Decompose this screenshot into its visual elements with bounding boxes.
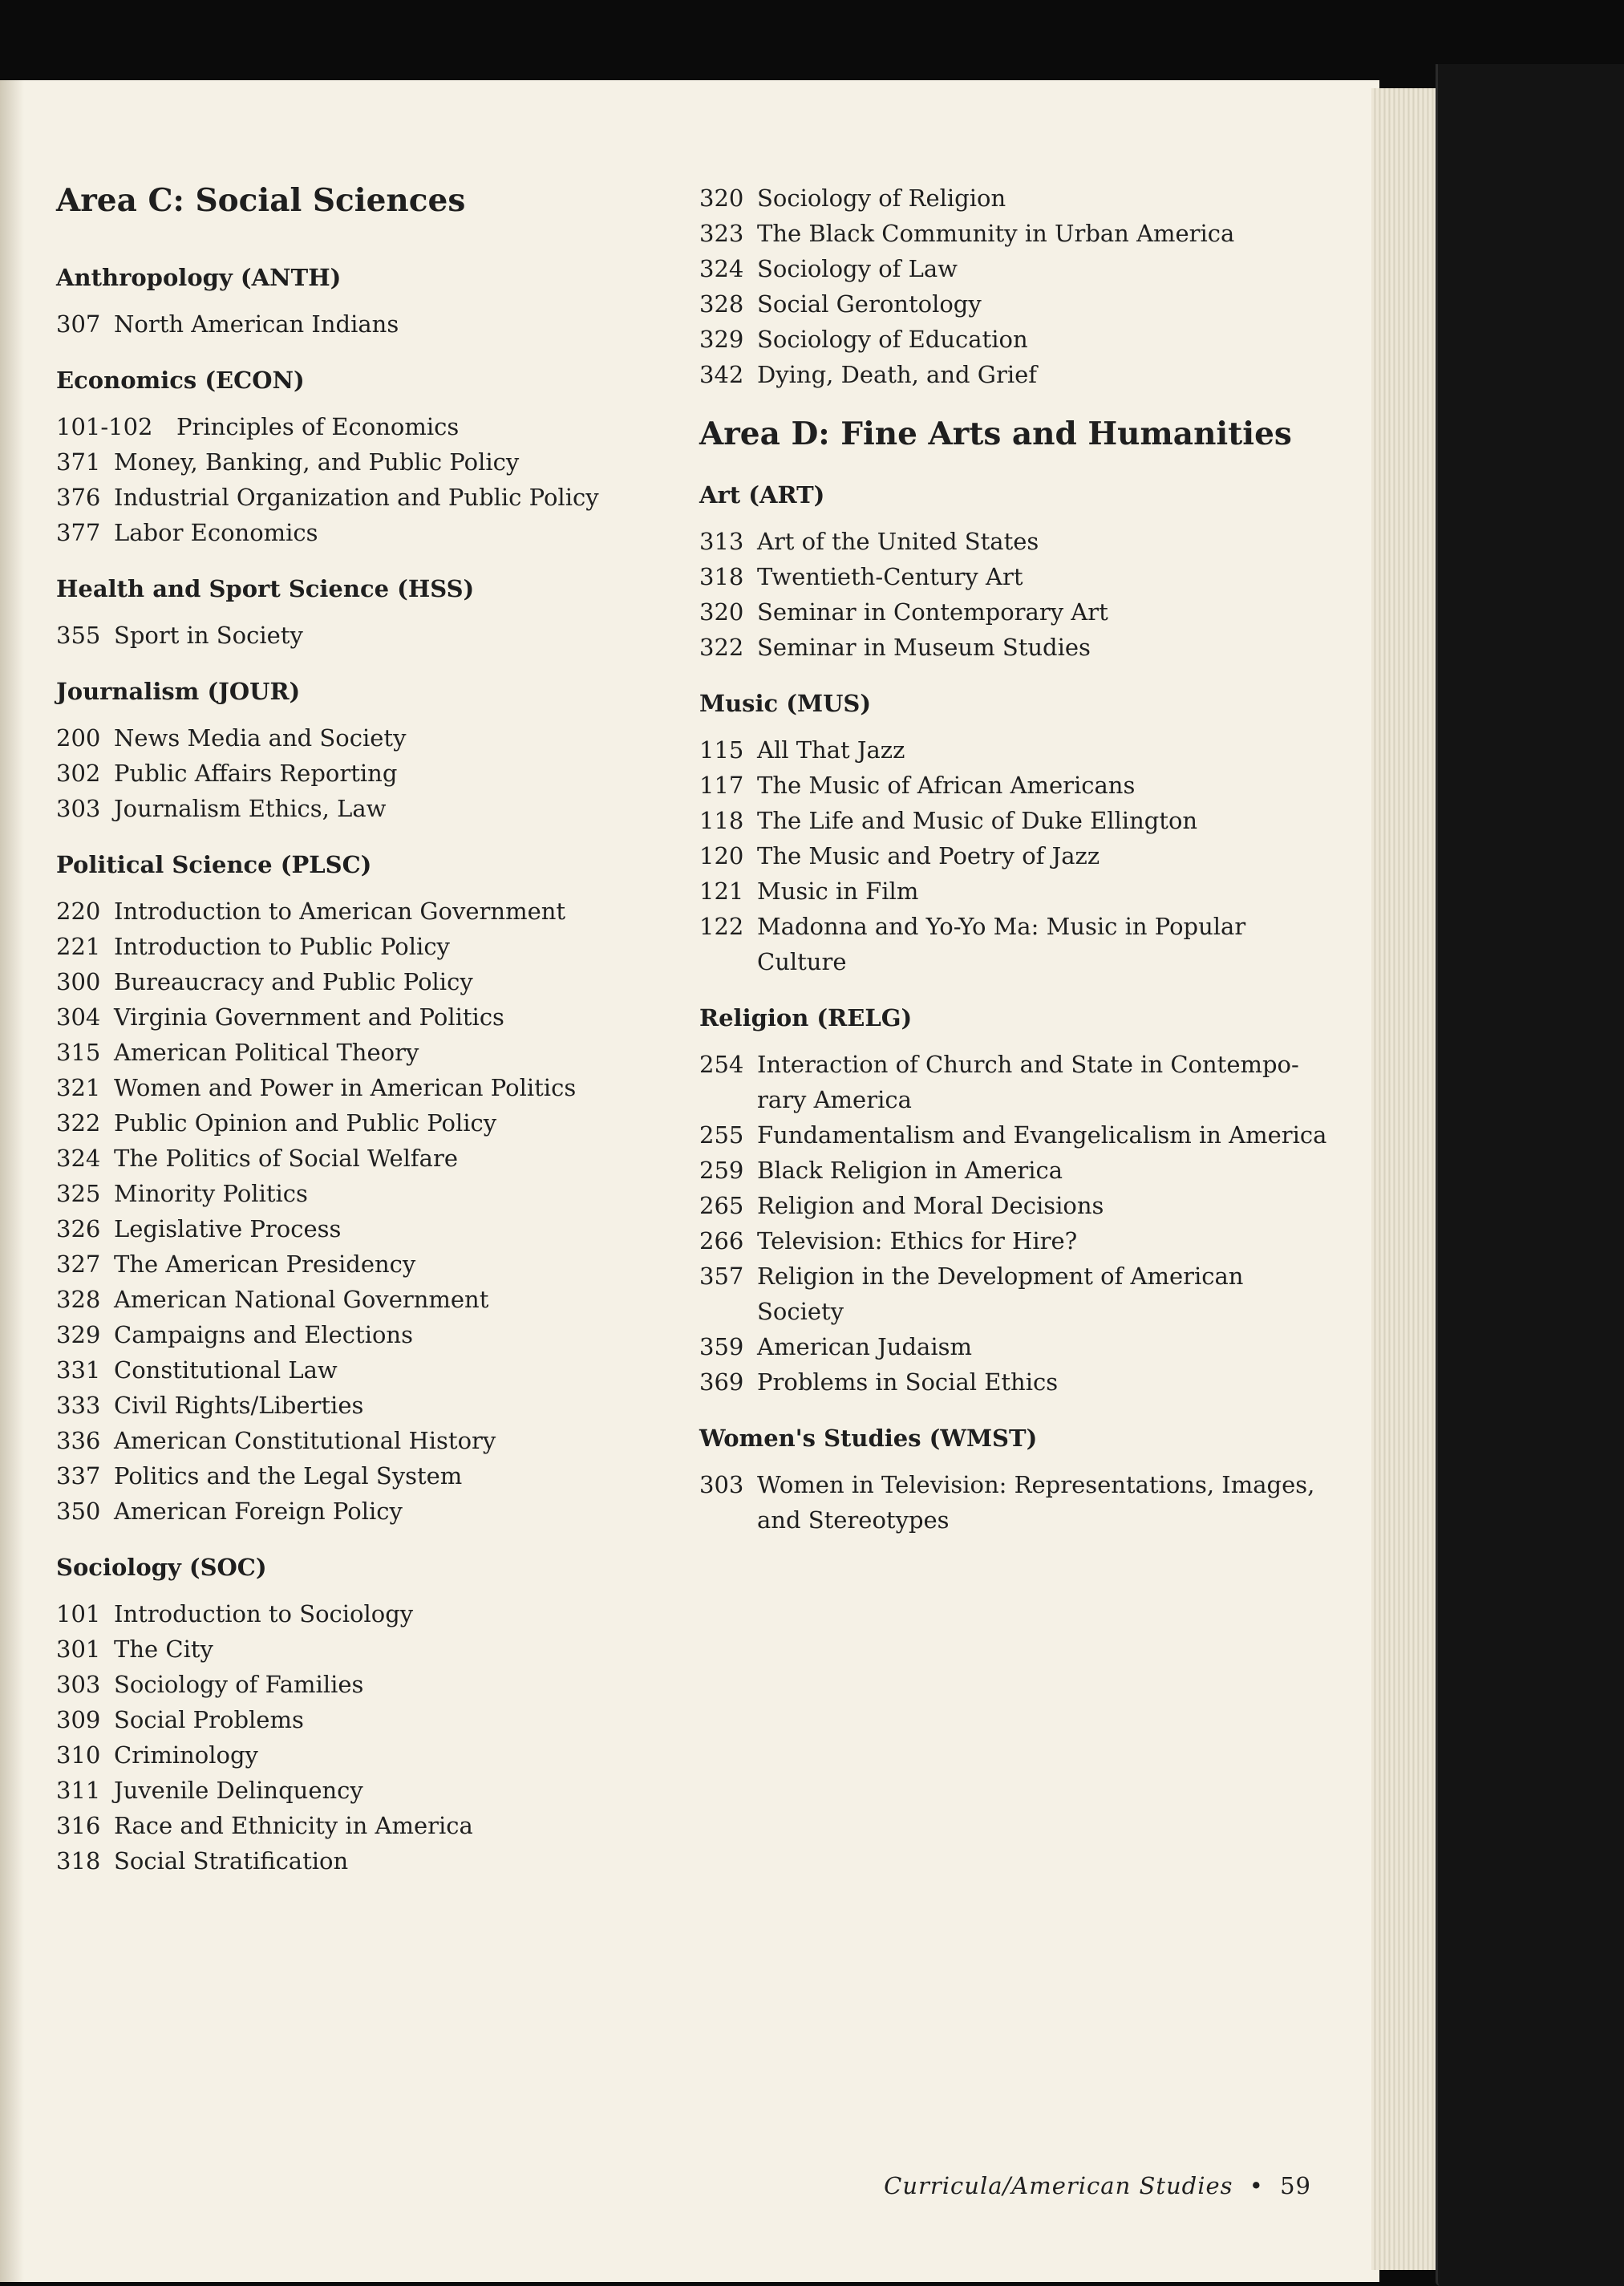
- course-item: [699, 594, 1333, 630]
- course-number: 324: [56, 1145, 101, 1172]
- course-item: [699, 1047, 1333, 1117]
- course-number: 118: [699, 807, 744, 834]
- course-title: American Political Theory: [114, 1039, 419, 1066]
- course-item: [56, 1737, 682, 1773]
- course-item: [56, 1667, 682, 1702]
- department-section: [699, 689, 1333, 979]
- right-column: [699, 180, 1333, 1562]
- course-number: 315: [56, 1039, 101, 1066]
- course-title: American Constitutional History: [114, 1427, 496, 1454]
- sociology-continued: [699, 180, 1333, 392]
- course-item: [56, 964, 682, 999]
- course-item: [56, 1070, 682, 1105]
- course-title: Television: Ethics for Hire?: [757, 1227, 1078, 1254]
- course-title: Journalism Ethics, Law: [114, 795, 387, 822]
- course-number: 336: [56, 1427, 101, 1454]
- course-number: 342: [699, 361, 744, 388]
- course-item: [699, 1364, 1333, 1400]
- course-title: Women and Power in American Politics: [114, 1074, 577, 1101]
- course-title: Introduction to American Government: [114, 898, 566, 925]
- course-title: Constitutional Law: [114, 1356, 338, 1384]
- course-item: [56, 1141, 682, 1176]
- course-item: [56, 894, 682, 929]
- department-section: [56, 574, 682, 653]
- course-title: All That Jazz: [757, 736, 905, 764]
- course-number: 318: [56, 1847, 101, 1875]
- course-item: [699, 873, 1333, 909]
- course-number: 303: [56, 795, 101, 822]
- course-number: 254: [699, 1051, 744, 1078]
- course-number: 311: [56, 1777, 101, 1804]
- course-number: 329: [56, 1321, 101, 1348]
- department-section: [699, 480, 1333, 665]
- course-item: [699, 1117, 1333, 1153]
- course-title: The Black Community in Urban America: [757, 220, 1235, 247]
- course-item: [56, 1423, 682, 1458]
- department-section: [699, 1003, 1333, 1400]
- course-item: [699, 559, 1333, 594]
- department-title: Political Science (PLSC): [56, 851, 372, 878]
- course-title: Problems in Social Ethics: [757, 1368, 1059, 1396]
- course-title: Campaigns and Elections: [114, 1321, 413, 1348]
- course-item: [56, 999, 682, 1035]
- course-number: 326: [56, 1215, 101, 1242]
- department-title: Women's Studies (WMST): [699, 1425, 1038, 1452]
- course-title: Money, Banking, and Public Policy: [114, 448, 520, 476]
- course-title: Sociology of Education: [757, 326, 1028, 353]
- course-number: 333: [56, 1392, 101, 1419]
- course-number: 328: [56, 1286, 101, 1313]
- course-item: [56, 1773, 682, 1808]
- course-title: The American Presidency: [114, 1250, 416, 1278]
- course-title: The Music of African Americans: [757, 772, 1136, 799]
- right-departments: [699, 480, 1333, 1538]
- course-number: 120: [699, 842, 744, 869]
- course-title: Sociology of Families: [114, 1671, 364, 1698]
- course-number: 376: [56, 484, 101, 511]
- course-number: 325: [56, 1180, 101, 1207]
- course-title: Seminar in Contemporary Art: [757, 598, 1108, 626]
- course-title: Sociology of Law: [757, 255, 958, 282]
- course-title: Sociology of Religion: [757, 184, 1006, 212]
- course-number: 331: [56, 1356, 101, 1384]
- course-number: 303: [699, 1471, 744, 1498]
- course-title: Social Stratification: [114, 1847, 349, 1875]
- course-number: 357: [699, 1263, 744, 1290]
- department-title: Sociology (SOC): [56, 1554, 267, 1581]
- course-item: [56, 720, 682, 756]
- course-item: [56, 1176, 682, 1211]
- course-number: 117: [699, 772, 744, 799]
- course-title: Religion in the Development of American Society: [757, 1263, 1244, 1325]
- department-title: Economics (ECON): [56, 367, 305, 394]
- course-title: Juvenile Delinquency: [114, 1777, 363, 1804]
- course-number: 320: [699, 184, 744, 212]
- course-title: Industrial Organization and Public Policy: [114, 484, 599, 511]
- left-departments: [56, 263, 682, 1879]
- department-title: Journalism (JOUR): [56, 678, 301, 705]
- course-number: 377: [56, 519, 101, 546]
- gutter-shadow: [0, 80, 24, 2282]
- course-item: [56, 1246, 682, 1282]
- course-title: Bureaucracy and Public Policy: [114, 968, 473, 995]
- course-number: 329: [699, 326, 744, 353]
- course-number: 328: [699, 290, 744, 318]
- course-item: [56, 515, 682, 550]
- department-title: Music (MUS): [699, 690, 872, 717]
- course-number: 321: [56, 1074, 101, 1101]
- course-number: 304: [56, 1003, 101, 1031]
- course-title: North American Indians: [114, 310, 399, 338]
- course-title: Legislative Process: [114, 1215, 342, 1242]
- course-item: [699, 1329, 1333, 1364]
- course-number: 369: [699, 1368, 744, 1396]
- department-title: Health and Sport Science (HSS): [56, 575, 475, 602]
- course-item: [56, 1458, 682, 1494]
- department-title: Anthropology (ANTH): [56, 264, 342, 291]
- course-item: [699, 216, 1333, 251]
- course-title: Civil Rights/Liberties: [114, 1392, 364, 1419]
- course-item: [699, 909, 1333, 979]
- course-number: 337: [56, 1462, 101, 1490]
- course-title: American Foreign Policy: [114, 1498, 403, 1525]
- course-number: 122: [699, 913, 744, 940]
- course-title: The Life and Music of Duke Ellington: [757, 807, 1198, 834]
- course-item: [699, 838, 1333, 873]
- course-item: [699, 1188, 1333, 1223]
- course-number: 322: [56, 1109, 101, 1137]
- page-footer: [884, 2172, 1311, 2199]
- course-number: 316: [56, 1812, 101, 1839]
- course-title: Music in Film: [757, 878, 919, 905]
- department-section: [56, 850, 682, 1529]
- area-c-title: Area C: Social Sciences: [56, 182, 466, 219]
- course-title: Interaction of Church and State in Contempo- rary America: [757, 1051, 1299, 1113]
- course-item: [699, 286, 1333, 322]
- course-title: Labor Economics: [114, 519, 318, 546]
- left-column: [56, 183, 682, 1903]
- course-title: The Music and Poetry of Jazz: [757, 842, 1100, 869]
- course-number: 300: [56, 968, 101, 995]
- course-number: 350: [56, 1498, 101, 1525]
- course-number: 322: [699, 634, 744, 661]
- course-title: Twentieth-Century Art: [757, 563, 1023, 590]
- course-item: [699, 322, 1333, 357]
- footer-bullet: •: [1249, 2172, 1264, 2199]
- course-item: [699, 251, 1333, 286]
- running-head: Curricula/American Studies: [884, 2172, 1233, 2199]
- course-title: Black Religion in America: [757, 1157, 1063, 1184]
- course-number: 324: [699, 255, 744, 282]
- course-title: Seminar in Museum Studies: [757, 634, 1091, 661]
- course-item: [56, 791, 682, 826]
- course-item: [56, 929, 682, 964]
- course-item: [699, 357, 1333, 392]
- page-edges: [1371, 88, 1444, 2270]
- course-item: [699, 803, 1333, 838]
- course-title: Politics and the Legal System: [114, 1462, 463, 1490]
- department-section: [56, 263, 682, 342]
- course-number: 355: [56, 622, 101, 649]
- course-title: Fundamentalism and Evangelicalism in America: [757, 1121, 1327, 1149]
- course-item: [56, 1808, 682, 1843]
- course-number: 323: [699, 220, 744, 247]
- course-title: Public Opinion and Public Policy: [114, 1109, 497, 1137]
- course-title: The City: [114, 1635, 213, 1663]
- course-item: [699, 1153, 1333, 1188]
- course-number: 320: [699, 598, 744, 626]
- course-number: 309: [56, 1706, 101, 1733]
- course-title: Sport in Society: [114, 622, 303, 649]
- department-section: [56, 1553, 682, 1879]
- course-item: [56, 1596, 682, 1631]
- course-title: Social Gerontology: [757, 290, 982, 318]
- course-number: 221: [56, 933, 101, 960]
- course-item: [56, 1352, 682, 1388]
- course-number: 313: [699, 528, 744, 555]
- course-title: News Media and Society: [114, 724, 407, 752]
- course-item: [56, 1843, 682, 1879]
- course-number: 310: [56, 1741, 101, 1769]
- course-item: [56, 1494, 682, 1529]
- course-number: 259: [699, 1157, 744, 1184]
- course-number: 301: [56, 1635, 101, 1663]
- course-number: 265: [699, 1192, 744, 1219]
- course-title: Dying, Death, and Grief: [757, 361, 1038, 388]
- course-item: [699, 630, 1333, 665]
- course-item: [56, 1282, 682, 1317]
- course-title: American National Government: [114, 1286, 489, 1313]
- course-number: 303: [56, 1671, 101, 1698]
- course-number: 115: [699, 736, 744, 764]
- course-title: Religion and Moral Decisions: [757, 1192, 1104, 1219]
- course-number: 371: [56, 448, 101, 476]
- book-cover: [1436, 64, 1624, 2286]
- course-title: Madonna and Yo-Yo Ma: Music in Popular Culture: [757, 913, 1246, 975]
- course-item: [56, 1388, 682, 1423]
- course-item: [56, 1105, 682, 1141]
- course-title: Social Problems: [114, 1706, 304, 1733]
- course-item: [699, 1223, 1333, 1259]
- course-title: Introduction to Public Policy: [114, 933, 450, 960]
- course-item: [56, 1211, 682, 1246]
- course-number: 302: [56, 760, 101, 787]
- course-item: [699, 1259, 1333, 1329]
- department-section: [699, 1424, 1333, 1538]
- course-title: Criminology: [114, 1741, 258, 1769]
- course-title: Principles of Economics: [176, 413, 460, 440]
- department-title: Religion (RELG): [699, 1004, 913, 1032]
- course-title: Race and Ethnicity in America: [114, 1812, 473, 1839]
- course-number: 318: [699, 563, 744, 590]
- course-number: 200: [56, 724, 101, 752]
- course-title: Virginia Government and Politics: [114, 1003, 504, 1031]
- course-title: Introduction to Sociology: [114, 1600, 414, 1627]
- course-item: [56, 618, 682, 653]
- course-item: [56, 444, 682, 480]
- course-number: 101: [56, 1600, 101, 1627]
- course-title: American Judaism: [757, 1333, 972, 1360]
- course-item: [699, 1467, 1333, 1538]
- course-number: 327: [56, 1250, 101, 1278]
- department-title: Art (ART): [699, 481, 825, 509]
- course-item: [56, 1631, 682, 1667]
- course-item: [56, 480, 682, 515]
- course-title: Public Affairs Reporting: [114, 760, 398, 787]
- course-number: 121: [699, 878, 744, 905]
- course-item: [56, 756, 682, 791]
- course-item: [56, 306, 682, 342]
- department-section: [56, 677, 682, 826]
- course-item: [699, 180, 1333, 216]
- course-item: [699, 524, 1333, 559]
- course-title: The Politics of Social Welfare: [114, 1145, 458, 1172]
- course-title: Art of the United States: [757, 528, 1039, 555]
- course-title: Minority Politics: [114, 1180, 308, 1207]
- department-section: [56, 366, 682, 550]
- course-number: 266: [699, 1227, 744, 1254]
- course-title: Women in Television: Representations, Images, and Stereotypes: [757, 1471, 1315, 1534]
- course-item: [56, 1702, 682, 1737]
- area-d-title: Area D: Fine Arts and Humanities: [699, 415, 1292, 452]
- course-number: 220: [56, 898, 101, 925]
- page-number: 59: [1280, 2172, 1311, 2199]
- course-item: [56, 409, 682, 444]
- course-item: [699, 768, 1333, 803]
- course-item: [56, 1317, 682, 1352]
- course-number: 255: [699, 1121, 744, 1149]
- course-number: 359: [699, 1333, 744, 1360]
- course-item: [56, 1035, 682, 1070]
- course-number: 101-102: [56, 413, 153, 440]
- course-number: 307: [56, 310, 101, 338]
- course-item: [699, 732, 1333, 768]
